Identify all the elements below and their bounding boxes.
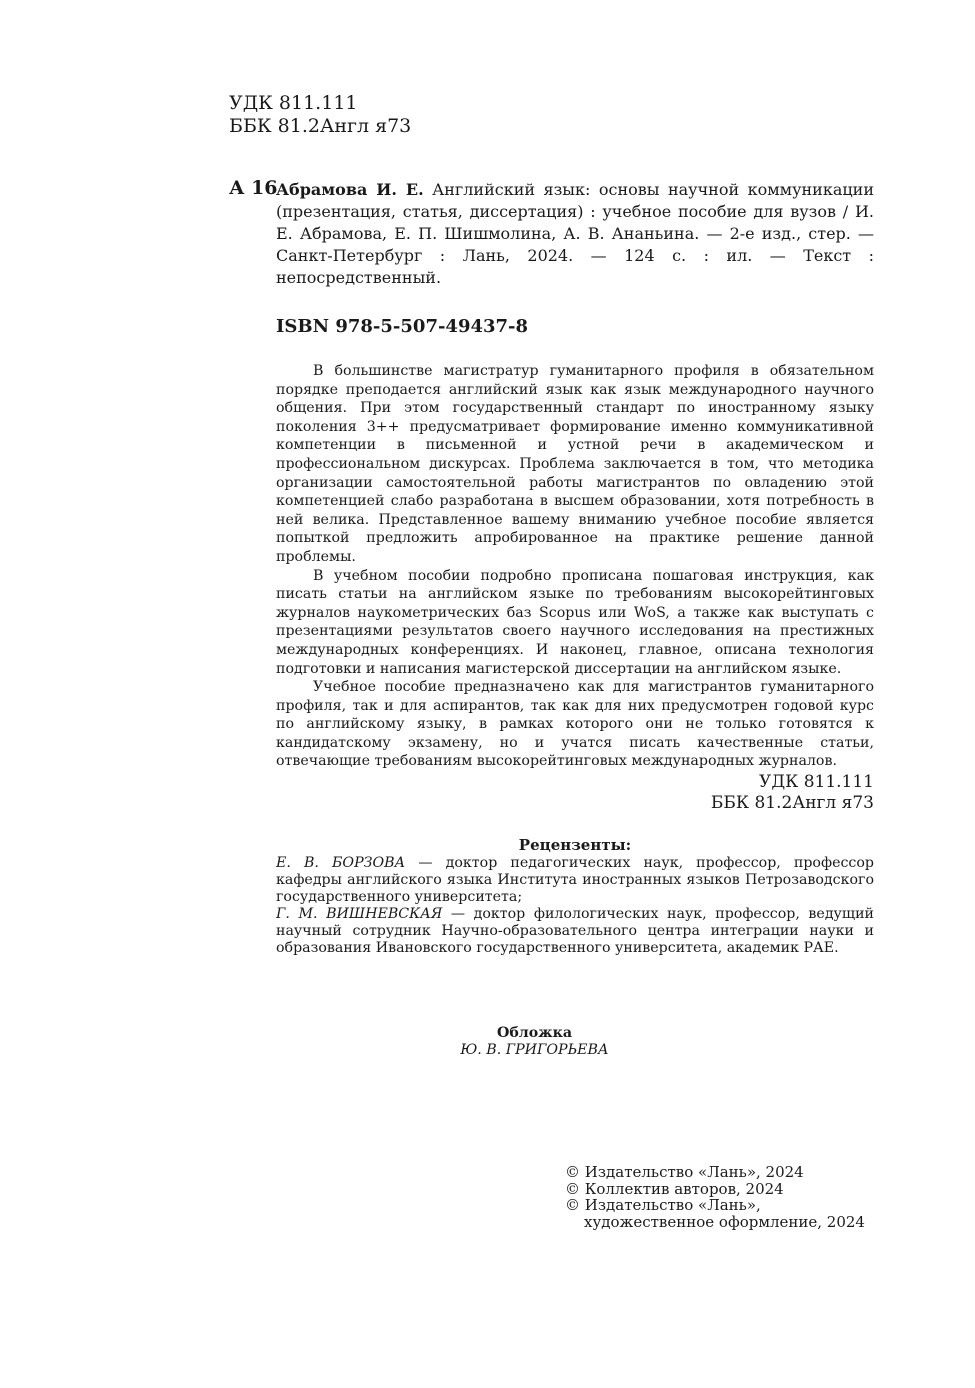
reviewer-entry (276, 855, 874, 906)
cover-label: Обложка (496, 1025, 573, 1041)
copyright-line-continuation: художественное оформление, 2024 (584, 1212, 865, 1231)
record-description: Английский язык: основы научной коммуникации (презентация, статья, диссертация) : учебное пособие для вузов / И. Е. Абрамова, Е. П. Шишмолина, А. В. Ананьина. — 2-е изд., стер. — Санкт-Петербург : Лань, 2024. — 124 с. : ил. — Текст : непосредственный. (276, 180, 874, 287)
reviewer-credentials: — доктор филологических наук, профессор, ведущий научный сотрудник Научно-образовательного центра интеграции науки и образования Ивановского государственного университета, академик РАЕ. (276, 906, 874, 956)
bbk-code: ББК 81.2Англ я73 (229, 115, 412, 137)
udk-bbk-footer (711, 772, 874, 814)
copyright-block (565, 1164, 865, 1230)
cover-credit (276, 1025, 793, 1059)
copyright-line: © Издательство «Лань», 2024 (565, 1163, 804, 1181)
udk-code: УДК 811.111 (229, 92, 358, 114)
bbk-code: ББК 81.2Англ я73 (710, 793, 874, 813)
reviewers-section (276, 837, 874, 957)
cover-designer: Ю. В. ГРИГОРЬЕВА (460, 1042, 609, 1058)
udk-bbk-header (229, 92, 411, 138)
bibliographic-record (276, 179, 874, 289)
abstract-paragraph: Учебное пособие предназначено как для магистрантов гуманитарного профиля, так и для аспирантов, так как для них предусмотрен годовой курс по английскому языку, в рамках которого они не только готовятся к кандидатскому экзамену, но и учатся писать качественные статьи, отвечающие требованиям высокорейтинговых международных журналов. (276, 679, 874, 770)
reviewers-title: Рецензенты: (518, 836, 632, 854)
reviewer-name: Г. М. ВИШНЕВСКАЯ (276, 906, 443, 922)
isbn: ISBN 978-5-507-49437-8 (276, 316, 529, 337)
abstract-paragraph: В большинстве магистратур гуманитарного профиля в обязательном порядке преподается английский язык как язык международного научного общения. При этом государственный стандарт по иностранному языку поколения 3++ предусматривает формирование именно коммуникативной компетенции в письменной и устной речи в академическом и профессиональном дискурсах. Проблема заключается в том, что методика организации самостоятельной работы магистрантов по овладению этой компетенцией слабо разработана в высшем образовании, хотя потребность в ней велика. Представленное вашему вниманию учебное пособие является попыткой предложить апробированное на практике решение данной проблемы. (276, 363, 874, 565)
abstract-paragraph: В учебном пособии подробно прописана пошаговая инструкция, как писать статьи на английском языке по требованиям высокорейтинговых журналов наукометрических баз Scopus или WoS, а также как выступать с презентациями результатов своего научного исследования на престижных международных конференциях. И наконец, главное, описана технология подготовки и написания магистерской диссертации на английском языке. (276, 567, 874, 677)
copyright-line: © Коллектив авторов, 2024 (565, 1179, 784, 1198)
reviewer-name: Е. В. БОРЗОВА (276, 855, 406, 871)
copyright-line: © Издательство «Лань», (565, 1196, 761, 1214)
author-sign: А 16 (229, 177, 278, 199)
reviewer-credentials: — доктор педагогических наук, профессор, профессор кафедры английского языка Института иностранных языков Петрозаводского государственного университета; (276, 855, 874, 905)
abstract (276, 362, 874, 771)
record-author: Абрамова И. Е. (276, 180, 424, 199)
reviewer-entry (276, 906, 874, 957)
udk-code: УДК 811.111 (759, 772, 874, 792)
